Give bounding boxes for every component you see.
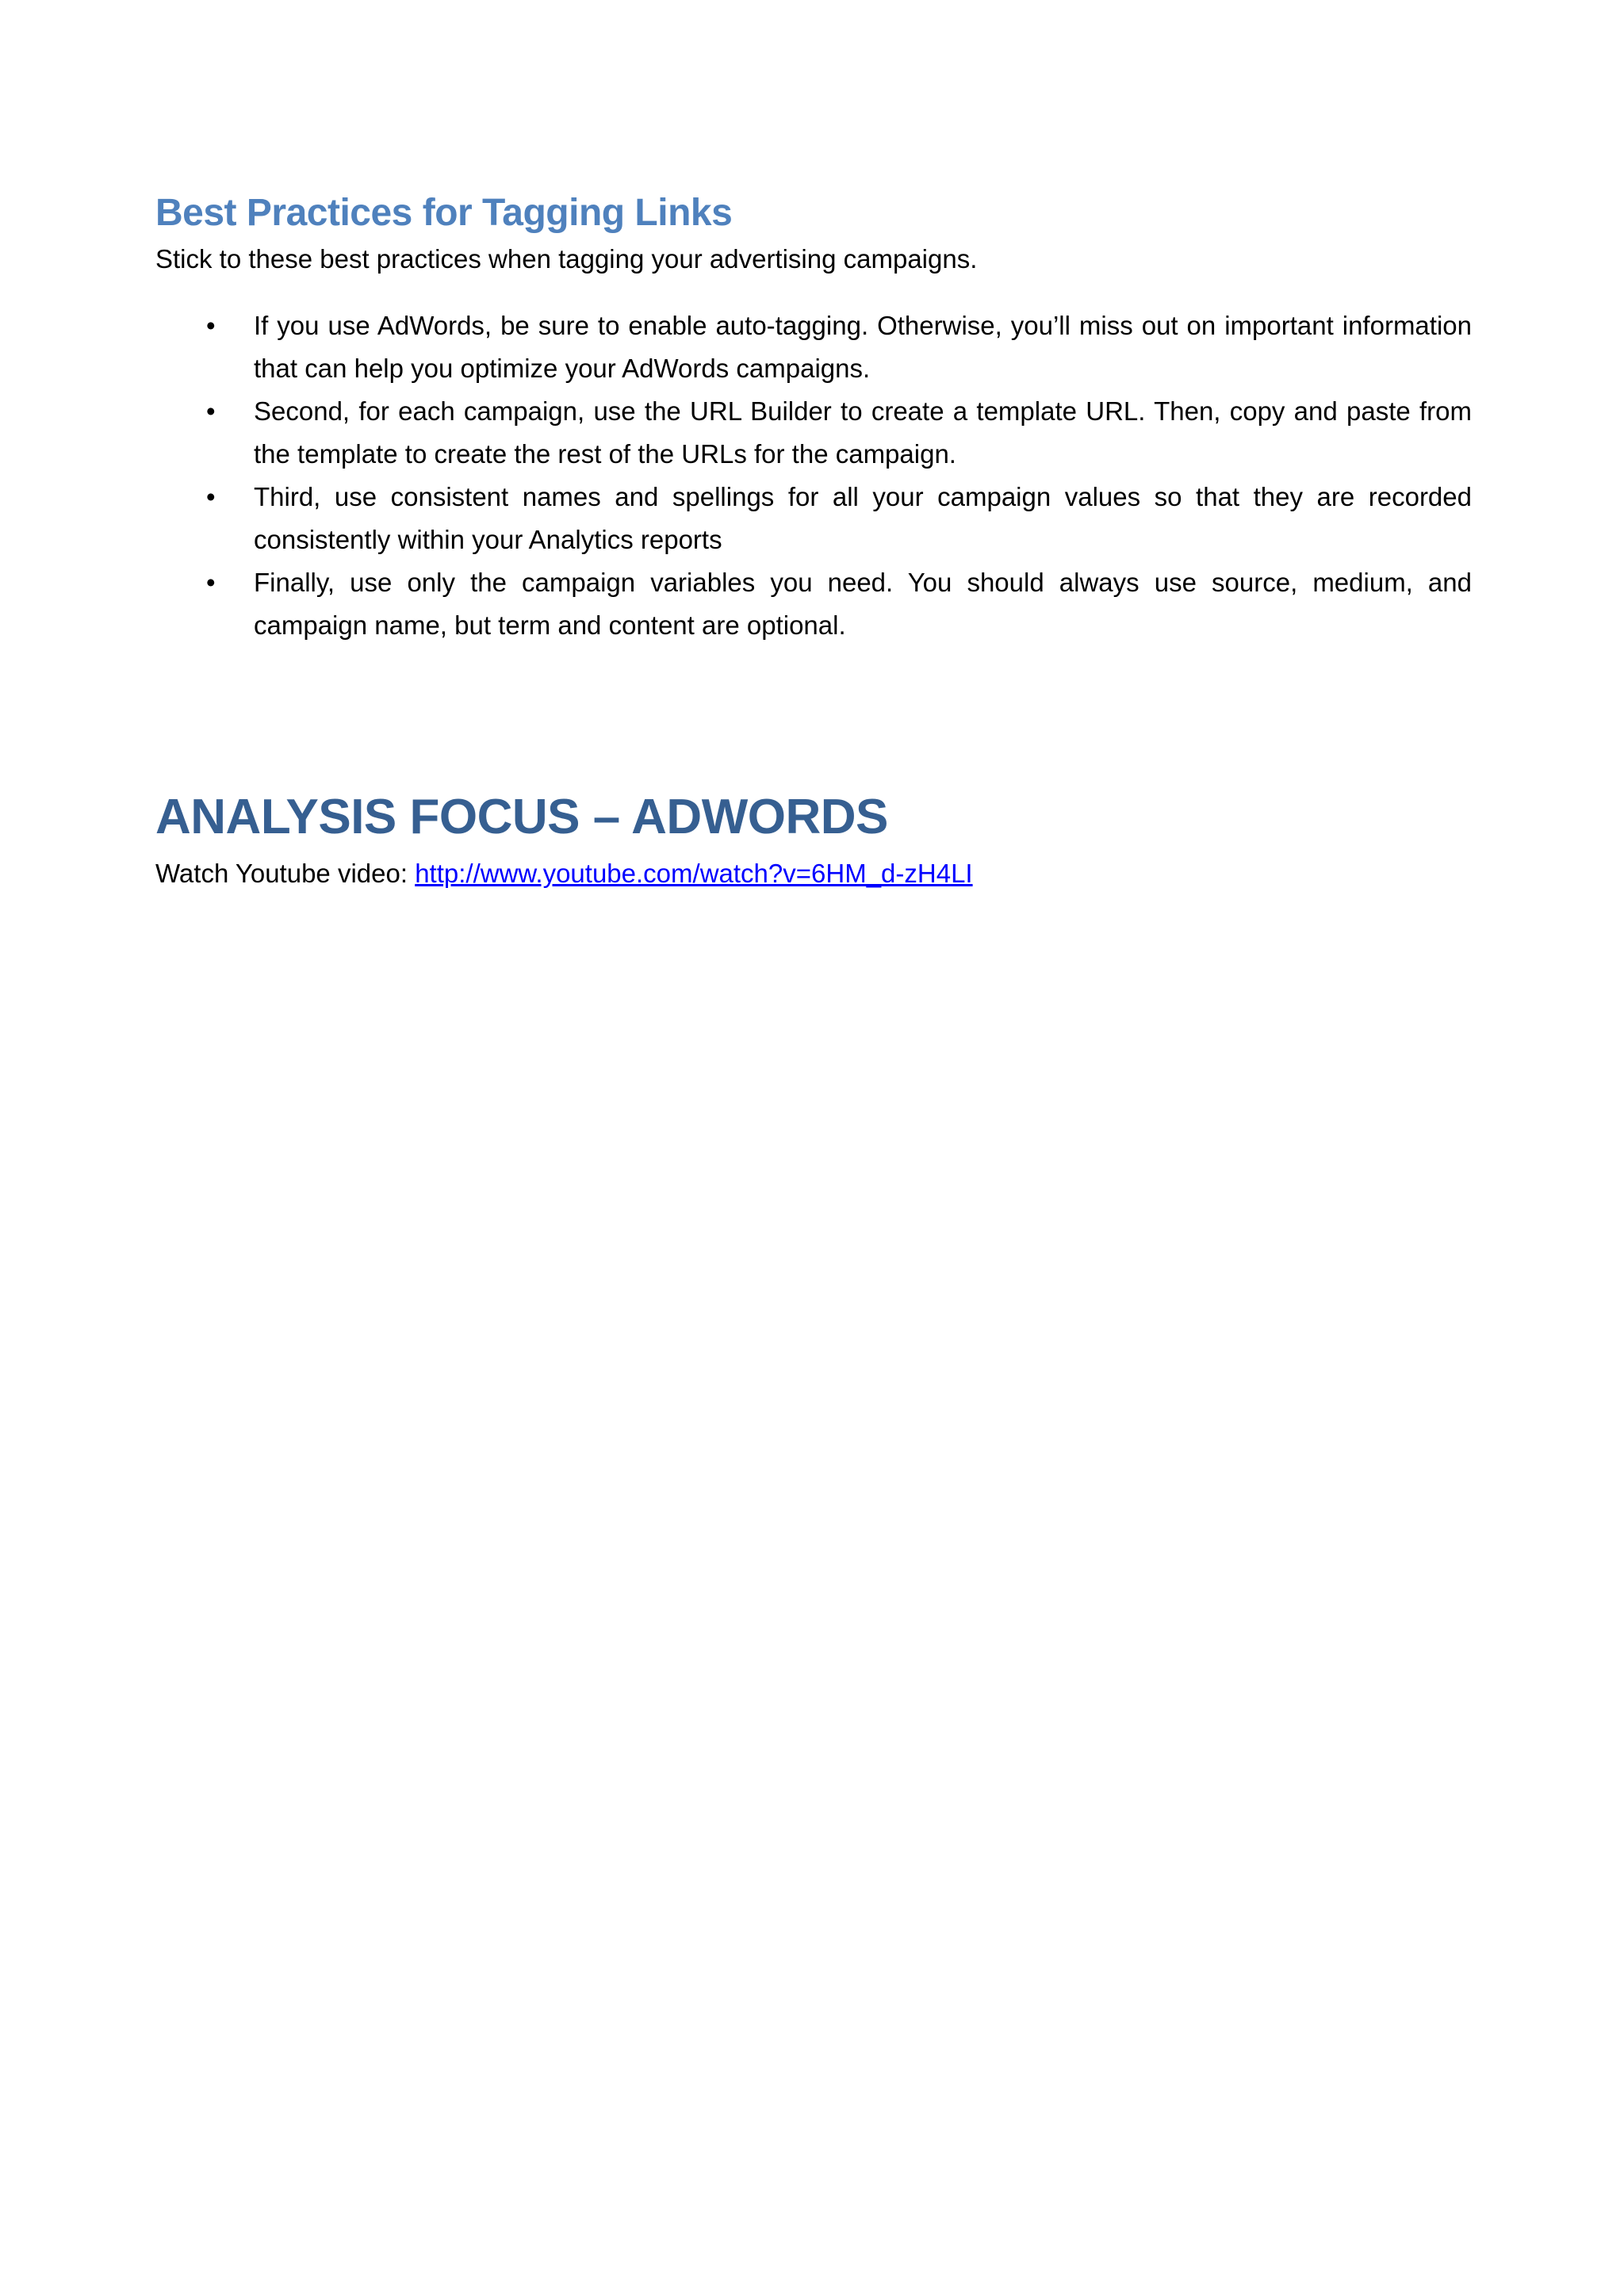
page-content	[155, 190, 1472, 891]
youtube-video-link[interactable]: http://www.youtube.com/watch?v=6HM_d-zH4LI	[415, 858, 973, 888]
section-heading: Best Practices for Tagging Links	[155, 192, 733, 234]
list-item	[155, 304, 1472, 390]
list-item	[155, 476, 1472, 561]
list-item	[155, 390, 1472, 476]
list-item-text: Third, use consistent names and spellings for all your campaign values so that they are recorded consistently within your Analytics reports	[254, 482, 1472, 555]
bullet-icon: •	[206, 311, 216, 341]
video-prefix: Watch Youtube video:	[155, 858, 416, 888]
analysis-heading: ANALYSIS FOCUS – ADWORDS	[155, 790, 888, 845]
list-item	[155, 561, 1472, 647]
bullet-icon: •	[206, 568, 216, 598]
section-intro: Stick to these best practices when tagging your advertising campaigns.	[155, 243, 978, 274]
list-item-text: If you use AdWords, be sure to enable auto-tagging. Otherwise, you’ll miss out on important information that can help you optimize your AdWords campaigns.	[254, 311, 1472, 384]
video-line	[155, 857, 1472, 891]
bullet-icon: •	[206, 482, 216, 512]
list-item-text: Finally, use only the campaign variables you need. You should always use source, medium, and campaign name, but term and content are optional.	[254, 568, 1472, 641]
list-item-text: Second, for each campaign, use the URL Builder to create a template URL. Then, copy and paste from the template to create the rest of the URLs for the campaign.	[254, 396, 1472, 469]
bullet-icon: •	[206, 396, 216, 427]
best-practices-list	[155, 304, 1472, 647]
